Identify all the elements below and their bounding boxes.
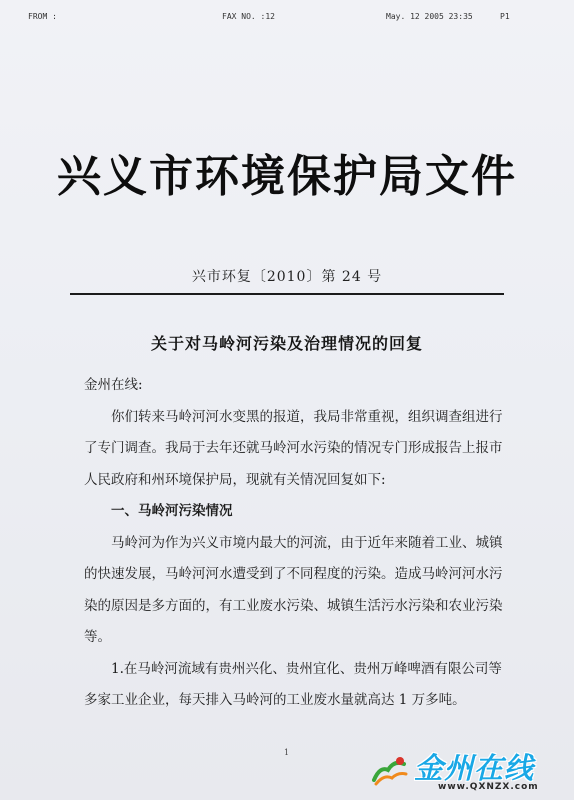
fax-page-number: P1 xyxy=(500,12,510,21)
site-name: 金州在线 xyxy=(414,751,535,785)
paragraph: 你们转来马岭河河水变黑的报道，我局非常重视，组织调查组进行了专门调查。我局于去年还就马岭河水污染的情况专门形成报告上报市人民政府和州环境保护局，现就有关情况回复如下: xyxy=(84,408,503,488)
site-logo-icon xyxy=(370,754,410,788)
document-subject: 关于对马岭河污染及治理情况的回复 xyxy=(150,334,423,353)
page-mark: 1 xyxy=(284,748,290,757)
salutation: 金州在线: xyxy=(84,377,143,393)
section-heading: 一、马岭河污染情况 xyxy=(111,503,233,519)
fax-number: FAX NO. :12 xyxy=(222,12,275,21)
paragraph: 马岭河为作为兴义市境内最大的河流，由于近年来随着工业、城镇的快速发展，马岭河河水遭受到了不同程度的污染。造成马岭河河水污染的原因是多方面的，有工业废水污染、城镇生活污水污染和农业污染等。 xyxy=(84,534,503,645)
document-title: 兴义市环境保护局文件 xyxy=(57,151,517,202)
document-number: 兴市环复〔2010〕第 24 号 xyxy=(191,269,383,285)
fax-from: FROM : xyxy=(28,12,57,21)
site-url: www.QXNZX.com xyxy=(438,782,539,792)
site-watermark xyxy=(370,748,570,796)
paragraph: 1.在马岭河流域有贵州兴化、贵州宜化、贵州万峰啤酒有限公司等多家工业企业，每天排入马岭河的工业废水量就高达 1 万多吨。 xyxy=(84,660,502,708)
fax-header xyxy=(0,12,574,26)
fax-date: May. 12 2005 23:35 xyxy=(386,12,473,21)
document-body xyxy=(84,370,514,717)
header-divider xyxy=(70,293,504,295)
